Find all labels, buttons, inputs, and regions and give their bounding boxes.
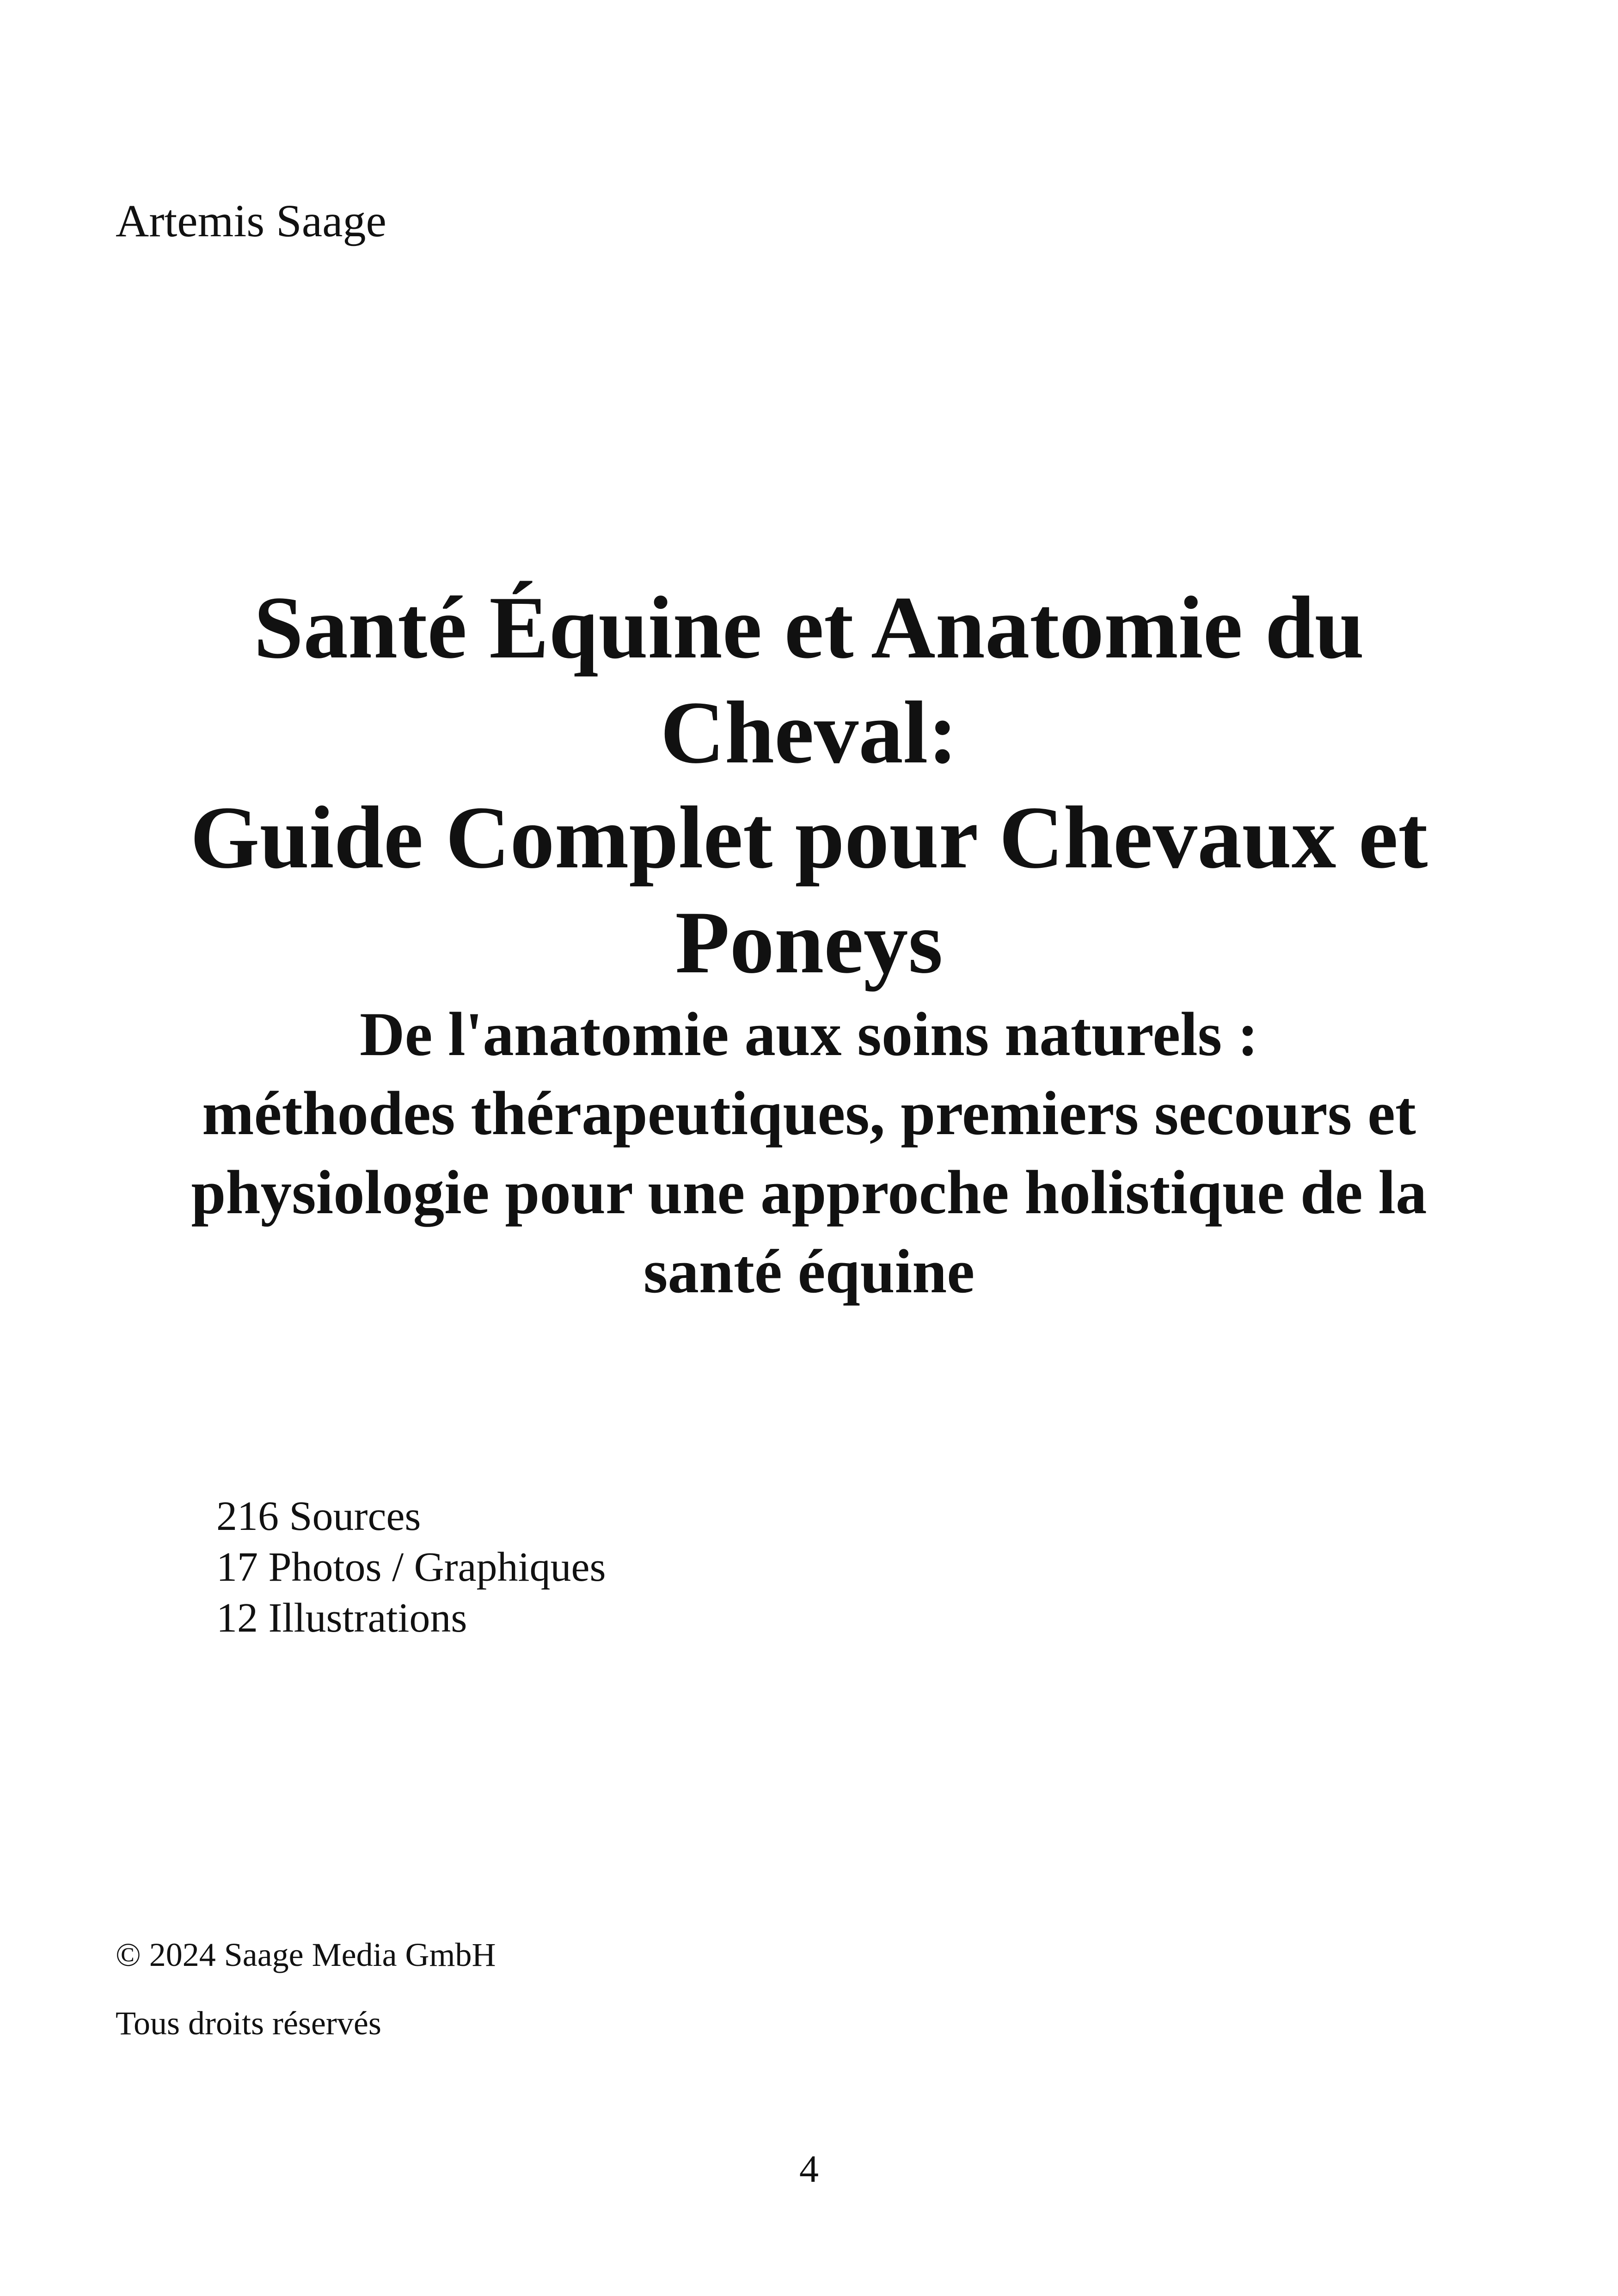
copyright-notice: © 2024 Saage Media GmbH xyxy=(116,1936,496,1973)
book-title-line-3: Guide Complet pour Chevaux et xyxy=(190,788,1428,887)
book-title-line-1: Santé Équine et Anatomie du xyxy=(253,578,1365,677)
book-stats xyxy=(216,1491,606,1644)
author-name: Artemis Saage xyxy=(116,195,386,246)
stat-illustrations: 12 Illustrations xyxy=(216,1595,467,1641)
subtitle-line-1: De l'anatomie aux soins naturels : xyxy=(360,1000,1258,1069)
stat-photos-graphics: 17 Photos / Graphiques xyxy=(216,1544,606,1590)
subtitle-line-2: méthodes thérapeutiques, premiers secours et xyxy=(202,1079,1416,1148)
page-number: 4 xyxy=(799,2148,819,2191)
subtitle-line-3: physiologie pour une approche holistique de la xyxy=(191,1158,1427,1227)
stat-sources: 216 Sources xyxy=(216,1493,421,1539)
subtitle-line-4: santé équine xyxy=(643,1237,975,1306)
rights-notice: Tous droits réservés xyxy=(116,2005,381,2042)
book-title-line-2: Cheval: xyxy=(660,683,958,782)
book-title-line-4: Poneys xyxy=(675,893,943,992)
title-block xyxy=(0,575,1618,1311)
